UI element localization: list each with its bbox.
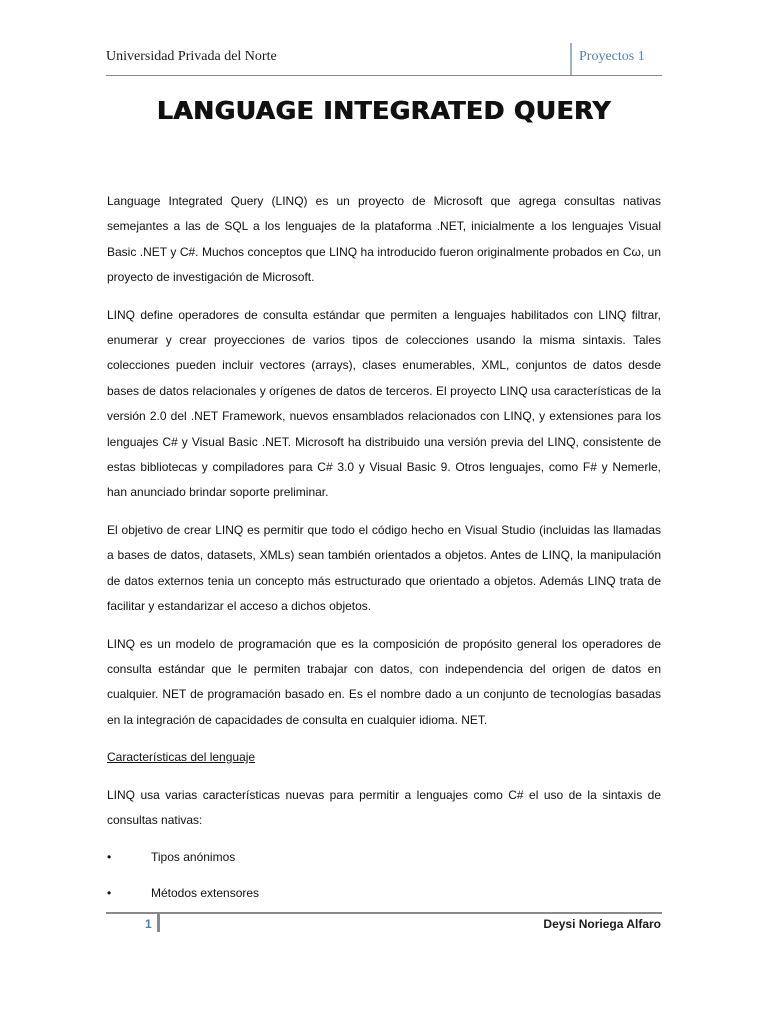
document-title: LANGUAGE INTEGRATED QUERY [156,96,612,125]
paragraph-operators: LINQ define operadores de consulta estándar que permiten a lenguajes habilitados con LINQ filtrar, enumerar y crear proyecciones de varios tipos de colecciones usando la misma sintaxis. Tales colecciones pueden incluir vectores (arrays), clases enumerables, XML, conjuntos de datos desde bases de datos relacionales y orígenes de datos de terceros. El proyecto LINQ usa características de la versión 2.0 del .NET Framework, nuevos ensamblados relacionados con LINQ, y extensiones para los lenguajes C# y Visual Basic .NET. Microsoft ha distribuido una versión previa del LINQ, consistente de estas bibliotecas y compiladores para C# 3.0 y Visual Basic 9. Otros lenguajes, como F# y Nemerle, han anunciado brindar soporte preliminar. [107,307,661,500]
bullet-icon: • [107,850,112,865]
section-heading: Características del lenguaje [107,750,256,765]
bullet-icon: • [107,886,112,901]
footer-rule [106,912,662,914]
paragraph-objective: El objetivo de crear LINQ es permitir que todo el código hecho en Visual Studio (incluidas las llamadas a bases de datos, datasets, XMLs) sean también orientados a objetos. Antes de LINQ, la manipulación de datos externos tenia un concepto más estructurado que orientado a objetos. Además LINQ trata de facilitar y estandarizar el acceso a dichos objetos. [107,522,661,614]
section-intro: LINQ usa varias características nuevas para permitir a lenguajes como C# el uso de la sintaxis de consultas nativas: [107,787,661,827]
footer-author: Deysi Noriega Alfaro [543,917,661,931]
header-course: Proyectos 1 [579,49,645,64]
list-item [107,845,661,870]
page-header [106,43,662,75]
header-rule [106,75,662,76]
list-item [107,881,661,906]
paragraph-intro: Language Integrated Query (LINQ) es un proyecto de Microsoft que agrega consultas nativas semejantes a las de SQL a los lenguajes de la plataforma .NET, inicialmente a los lenguajes Visual Basic .NET y C#. Muchos conceptos que LINQ ha introducido fueron originalmente probados en Cω, un proyecto de investigación de Microsoft. [107,194,661,285]
footer-divider [157,913,160,932]
header-institution: Universidad Privada del Norte [106,49,277,64]
page-number: 1 [145,917,152,931]
paragraph-model: LINQ es un modelo de programación que es la composición de propósito general los operadores de consulta estándar que le permiten trabajar con datos, con independencia del origen de datos en cualquier. NET de programación basado en. Es el nombre dado a un conjunto de tecnologías basadas en la integración de capacidades de consulta en cualquier idioma. NET. [107,636,661,727]
document-body [107,189,661,917]
header-divider [570,43,572,75]
list-item-label: Tipos anónimos [151,850,236,865]
list-item-label: Métodos extensores [151,886,260,901]
feature-list [107,845,661,906]
